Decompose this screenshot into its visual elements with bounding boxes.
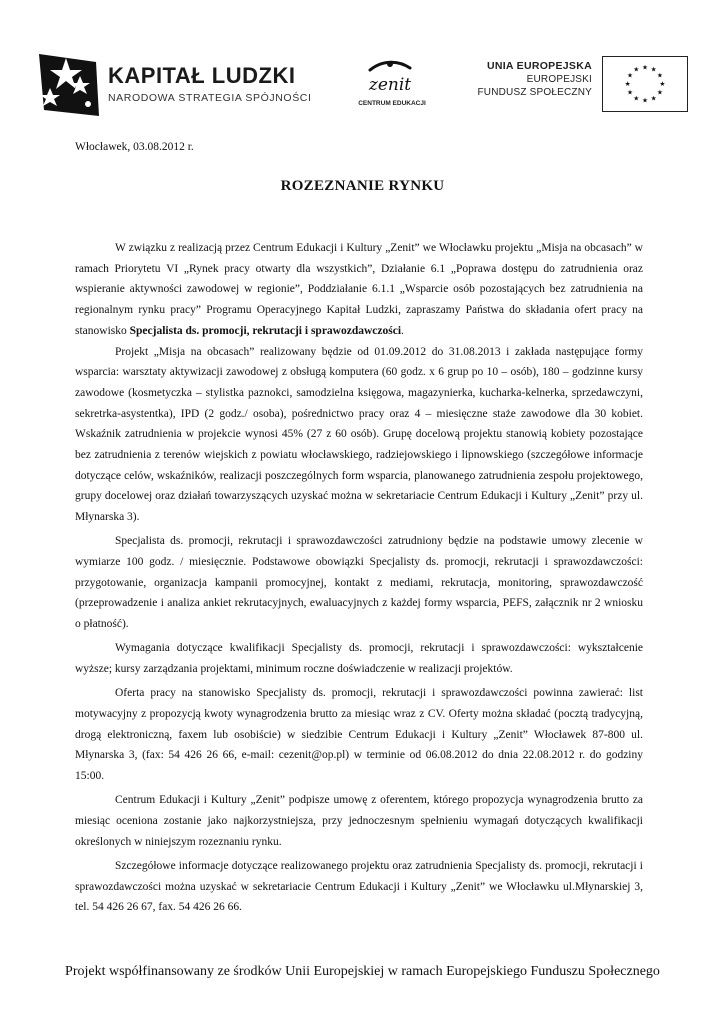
paragraph-1-text: W związku z realizacją przez Centrum Edukacji i Kultury „Zenit” we Włocławku projektu „Misja na obcasach” w ramach Priorytetu VI „Rynek pracy otwarty dla wszystkich”, Działanie 6.1 „Poprawa dostępu do zatrudnienia oraz wspieranie aktywności zawodowej w regionie”, Poddziałanie 6.1.1 „Wsparcie osób pozostających bez zatrudnienia na regionalnym rynku pracy” Programu Operacyjnego Kapitał Ludzki, zapraszamy Państwa do składania ofert pracy na stanowisko [75, 242, 643, 337]
svg-text:★: ★ [633, 65, 640, 74]
svg-text:★: ★ [627, 88, 634, 97]
svg-text:★: ★ [656, 88, 663, 97]
svg-text:★: ★ [627, 71, 634, 80]
document-title: ROZEZNANIE RYNKU [280, 178, 445, 194]
paragraph-2: Projekt „Misja na obcasach” realizowany będzie od 01.09.2012 do 31.08.2013 i zakłada następujące formy wsparcia: warsztaty aktywizacji zawodowej z obsługą komputera (60 godz. x 6 grup po 10 – osób), 180 – godzinne kursy zawodowe (kosmetyczka – stylistka paznokci, samodzielna księgowa, magazynierka, kucharka-kelnerka, sprzedawczyni, sekretrka-asystentka), IPD (2 godz./ osoba), pośrednictwo pracy oraz 4 – miesięczne staże zawodowe dla 30 kobiet. Wskaźnik zatrudnienia w projekcie wynosi 45% (27 z 60 osób). Grupę docelową projektu stanowią kobiety pozostające bez zatrudnienia z terenów wiejskich z powiatu włocławskiego, radziejowskiego i lipnowskiego (szczegółowe informacje dotyczące celów, wskaźników, realizacji poszczególnych form wsparcia, planowanego zatrudnienia zespołu projektowego, grupy docelowej oraz działań towarzyszących uzyskać można w sekretariacie Centrum Edukacji i Kultury „Zenit” przy ul. Młynarska 3). [75, 345, 643, 524]
kapital-ludzki-logo [36, 50, 312, 120]
svg-text:★: ★ [659, 79, 666, 88]
svg-text:★: ★ [641, 63, 649, 72]
svg-text:★: ★ [633, 94, 640, 103]
paragraph-3: Specjalista ds. promocji, rekrutacji i sprawozdawczości zatrudniony będzie na podstawie umowy zlecenie w wymiarze 100 godz. / miesięcznie. Podstawowe obowiązki Specjalisty ds. promocji, rekrutacji i sprawozdawczości: przygotowanie, organizacja kampanii promocyjnej, kontakt z mediami, rekrutacja, monitoring, sprawozdawczość (przeprowadzenie i analiza ankiet rekrutacyjnych, ewaluacyjnych z każdej formy wsparcia, PEFS, załącznik nr 2 wniosku o płatność). [75, 535, 643, 631]
svg-text:★: ★ [650, 94, 657, 103]
paragraph-6: Centrum Edukacji i Kultury „Zenit” podpisze umowę z oferentem, którego propozycja wynagrodzenia brutto za miesiąc oceniona zostanie jako najkorzystniejsza, przy jednoczesnym spełnieniu wymagań dotyczących kwalifikacji określonych w niniejszym rozeznaniu rynku. [75, 794, 643, 848]
document-body [75, 238, 643, 918]
zenit-logo [352, 56, 432, 114]
paragraph-1-position: Specjalista ds. promocji, rekrutacji i sprawozdawczości [129, 324, 402, 337]
zenit-wordmark-icon [362, 56, 418, 98]
paragraph-1 [75, 238, 643, 342]
paragraph-1-end: . [401, 324, 404, 337]
eu-line-1: UNIA EUROPEJSKA [486, 60, 592, 72]
paragraph-5: Oferta pracy na stanowisko Specjalisty ds. promocji, rekrutacji i sprawozdawczości powinna zawierać: list motywacyjny z propozycją kwoty wynagrodzenia brutto za miesiąc wraz z CV. Oferty można składać (pocztą tradycyjną, drogą elektroniczną, faxem lub osobiście) w siedzibie Centrum Edukacji i Kultury „Zenit” Włocławek 87-800 ul. Młynarska 3, (fax: 54 426 26 66, e-mail: cezenit@op.pl) w terminie od 06.08.2012 do dnia 22.08.2012 r. do godziny 15:00. [75, 687, 643, 783]
eu-text-block [477, 60, 592, 98]
zenit-subtitle: CENTRUM EDUKACJI [358, 100, 426, 107]
zenit-wordmark-text: zenit [368, 75, 412, 95]
kapital-ludzki-star-icon [36, 50, 102, 118]
footer-cofinancing-note: Projekt współfinansowany ze środków Unii Europejskiej w ramach Europejskiego Funduszu Społecznego [65, 964, 660, 979]
eu-logo [477, 60, 688, 120]
kapital-ludzki-title: KAPITAŁ LUDZKI [108, 63, 296, 88]
kapital-ludzki-subtitle: NARODOWA STRATEGIA SPÓJNOŚCI [108, 92, 312, 104]
place-date: Włocławek, 03.08.2012 r. [75, 141, 194, 153]
eu-line-3: FUNDUSZ SPOŁECZNY [477, 87, 592, 98]
paragraph-4: Wymagania dotyczące kwalifikacji Specjalisty ds. promocji, rekrutacji i sprawozdawczości: wykształcenie wyższe; kursy zarządzania projektami, minimum roczne doświadczenie w realizacji projektów. [75, 642, 643, 676]
svg-text:★: ★ [641, 96, 649, 105]
svg-text:★: ★ [650, 65, 657, 74]
eu-line-2: EUROPEJSKI [526, 74, 592, 85]
svg-text:★: ★ [624, 79, 631, 88]
eu-flag-icon [602, 56, 688, 112]
paragraph-7: Szczegółowe informacje dotyczące realizowanego projektu oraz zatrudnienia Specjalisty ds. promocji, rekrutacji i sprawozdawczości można uzyskać w sekretariacie Centrum Edukacji i Kultury „Zenit” we Włocławku ul.Młynarskiej 3, tel. 54 426 26 67, fax. 54 426 26 66. [75, 859, 643, 914]
svg-text:★: ★ [656, 71, 663, 80]
